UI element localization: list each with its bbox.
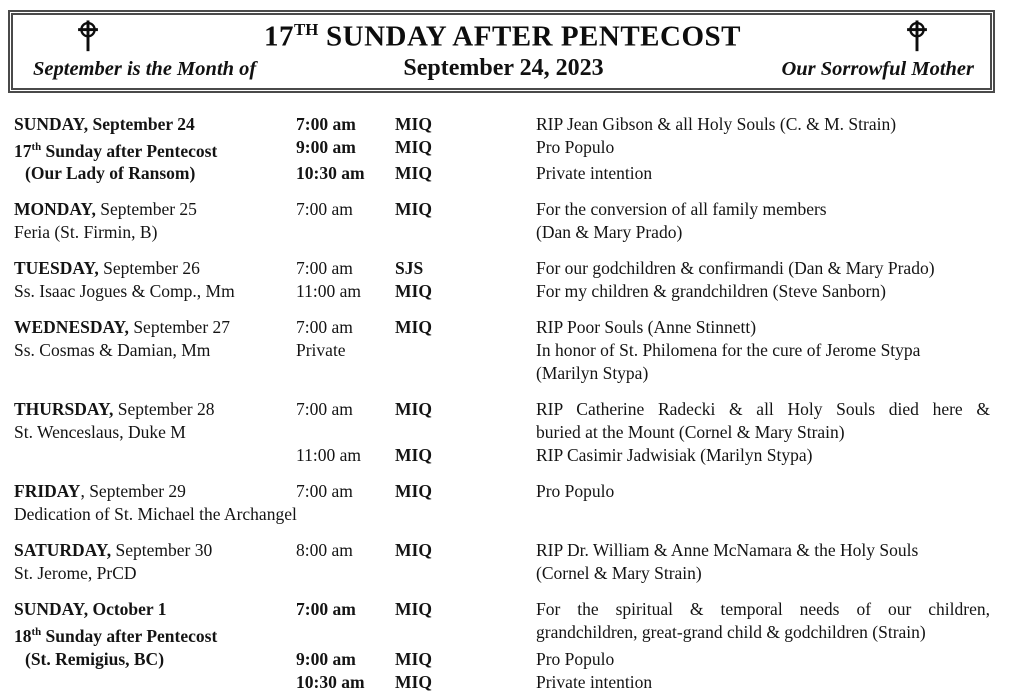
day-text: St. Jerome, PrCD bbox=[14, 563, 137, 584]
location-cell bbox=[395, 503, 536, 526]
time-cell bbox=[296, 562, 395, 585]
day-text: FRIDAY bbox=[14, 481, 81, 502]
schedule-row bbox=[14, 257, 990, 280]
intention-cell: (Marilyn Stypa) bbox=[536, 363, 649, 384]
schedule-row bbox=[14, 398, 990, 421]
day-cell bbox=[14, 598, 296, 621]
intention-cell: RIP Jean Gibson & all Holy Souls (C. & M. Strain) bbox=[536, 113, 897, 134]
time-cell bbox=[296, 621, 395, 648]
day-text: September 25 bbox=[95, 199, 197, 220]
intention-cell: RIP Dr. William & Anne McNamara & the Holy Souls bbox=[536, 540, 919, 561]
intention-cell: For the conversion of all family members bbox=[536, 199, 827, 220]
celtic-cross-icon-right bbox=[906, 20, 928, 53]
day-cell bbox=[14, 280, 296, 303]
schedule-row bbox=[14, 648, 990, 671]
day-text: SUNDAY, October 1 bbox=[14, 599, 167, 620]
time-cell bbox=[296, 362, 395, 385]
schedule-row bbox=[14, 503, 990, 526]
intention-cell: grandchildren, great-grand child & godchildren (Strain) bbox=[536, 622, 926, 643]
day-cell bbox=[14, 480, 296, 503]
location-cell bbox=[395, 339, 536, 362]
day-block-friday-september-29 bbox=[14, 480, 990, 526]
location-cell: MIQ bbox=[395, 136, 432, 157]
day-cell bbox=[14, 621, 296, 648]
intention-cell: Pro Populo bbox=[536, 649, 615, 670]
time-cell: 9:00 am bbox=[296, 649, 356, 670]
location-cell bbox=[395, 621, 536, 648]
schedule-row bbox=[14, 362, 990, 385]
day-text: SUNDAY, September 24 bbox=[14, 113, 195, 134]
schedule-row bbox=[14, 421, 990, 444]
day-cell bbox=[14, 162, 296, 185]
time-cell: 9:00 am bbox=[296, 136, 356, 157]
day-block-monday-september-25 bbox=[14, 198, 990, 244]
day-cell bbox=[14, 221, 296, 244]
day-cell bbox=[14, 421, 296, 444]
schedule-row bbox=[14, 221, 990, 244]
time-cell: 7:00 am bbox=[296, 113, 356, 134]
day-text: MONDAY, bbox=[14, 199, 96, 220]
day-text: 18 bbox=[14, 626, 32, 647]
location-cell: MIQ bbox=[395, 540, 432, 561]
day-cell bbox=[14, 539, 296, 562]
time-cell: 7:00 am bbox=[296, 317, 353, 338]
location-cell bbox=[395, 221, 536, 244]
location-cell bbox=[395, 421, 536, 444]
day-text: TUESDAY, bbox=[14, 258, 99, 279]
title-text: SUNDAY AFTER PENTECOST bbox=[318, 20, 741, 53]
day-text: Sunday after Pentecost bbox=[41, 626, 218, 647]
time-cell: Private bbox=[296, 340, 346, 361]
day-text: (St. Remigius, BC) bbox=[25, 649, 165, 670]
day-text: Sunday after Pentecost bbox=[41, 140, 218, 161]
ordinal-suffix: th bbox=[31, 140, 42, 153]
header-box bbox=[8, 10, 995, 93]
day-block-tuesday-september-26 bbox=[14, 257, 990, 303]
time-cell bbox=[296, 221, 395, 244]
intention-cell: buried at the Mount (Cornel & Mary Strain) bbox=[536, 422, 845, 443]
intention-cell: Pro Populo bbox=[536, 136, 615, 157]
intention-cell: Private intention bbox=[536, 672, 653, 693]
schedule-row bbox=[14, 136, 990, 163]
day-text: September 28 bbox=[113, 399, 215, 420]
month-dedication-prefix: September is the Month of bbox=[33, 57, 257, 80]
schedule-row bbox=[14, 316, 990, 339]
ordinal-suffix: th bbox=[31, 626, 42, 639]
day-cell bbox=[14, 113, 296, 136]
schedule-row bbox=[14, 480, 990, 503]
day-cell bbox=[14, 503, 296, 526]
time-cell: 7:00 am bbox=[296, 199, 353, 220]
location-cell: MIQ bbox=[395, 317, 432, 338]
time-cell: 10:30 am bbox=[296, 163, 365, 184]
schedule-row bbox=[14, 539, 990, 562]
intention-cell: (Dan & Mary Prado) bbox=[536, 222, 683, 243]
intention-cell: Private intention bbox=[536, 163, 653, 184]
time-cell bbox=[296, 503, 395, 526]
intention-cell: RIP Poor Souls (Anne Stinnett) bbox=[536, 317, 757, 338]
day-text: September 27 bbox=[128, 317, 231, 338]
day-cell bbox=[14, 398, 296, 421]
day-cell bbox=[14, 362, 296, 385]
day-text: SATURDAY, bbox=[14, 540, 112, 561]
schedule-row bbox=[14, 562, 990, 585]
title-number: 17 bbox=[264, 20, 294, 53]
location-cell: MIQ bbox=[395, 599, 432, 620]
time-cell: 7:00 am bbox=[296, 399, 353, 420]
time-cell: 7:00 am bbox=[296, 481, 353, 502]
schedule-row bbox=[14, 113, 990, 136]
header-subline bbox=[25, 54, 978, 82]
title-ordinal-suffix: TH bbox=[294, 20, 319, 39]
schedule-row bbox=[14, 444, 990, 467]
location-cell: MIQ bbox=[395, 672, 432, 693]
location-cell: MIQ bbox=[395, 163, 432, 184]
schedule-row bbox=[14, 162, 990, 185]
day-text: Ss. Cosmas & Damian, Mm bbox=[14, 340, 211, 361]
schedule bbox=[14, 113, 990, 695]
month-dedication-title: Our Sorrowful Mother bbox=[781, 57, 974, 80]
day-cell bbox=[14, 136, 296, 163]
schedule-row bbox=[14, 598, 990, 621]
intention-cell: Pro Populo bbox=[536, 481, 615, 502]
day-block-wednesday-september-27 bbox=[14, 316, 990, 385]
time-cell: 10:30 am bbox=[296, 672, 365, 693]
bulletin-date: September 24, 2023 bbox=[403, 54, 604, 81]
intention-cell: For our godchildren & confirmandi (Dan & Mary Prado) bbox=[536, 258, 935, 279]
schedule-row bbox=[14, 198, 990, 221]
location-cell: MIQ bbox=[395, 445, 432, 466]
day-cell bbox=[14, 671, 296, 694]
location-cell bbox=[395, 562, 536, 585]
day-text: September 26 bbox=[98, 258, 200, 279]
intention-cell: RIP Catherine Radecki & all Holy Souls died here & bbox=[536, 399, 990, 420]
time-cell: 11:00 am bbox=[296, 281, 361, 302]
time-cell: 8:00 am bbox=[296, 540, 353, 561]
day-text: Ss. Isaac Jogues & Comp., Mm bbox=[14, 281, 235, 302]
location-cell: MIQ bbox=[395, 281, 432, 302]
day-block-thursday-september-28 bbox=[14, 398, 990, 467]
day-text: Dedication of St. Michael the Archangel bbox=[14, 504, 297, 525]
schedule-row bbox=[14, 671, 990, 694]
schedule-row bbox=[14, 280, 990, 303]
day-cell bbox=[14, 444, 296, 467]
location-cell: MIQ bbox=[395, 481, 432, 502]
schedule-row bbox=[14, 339, 990, 362]
schedule-row bbox=[14, 621, 990, 648]
intention-cell: In honor of St. Philomena for the cure of Jerome Stypa bbox=[536, 340, 921, 361]
day-text: WEDNESDAY, bbox=[14, 317, 129, 338]
day-cell bbox=[14, 648, 296, 671]
location-cell: MIQ bbox=[395, 113, 432, 134]
location-cell: MIQ bbox=[395, 399, 432, 420]
location-cell: SJS bbox=[395, 258, 424, 279]
page-title bbox=[264, 20, 741, 54]
day-block-sunday-october-1 bbox=[14, 598, 990, 694]
location-cell: MIQ bbox=[395, 649, 432, 670]
intention-cell: (Cornel & Mary Strain) bbox=[536, 563, 702, 584]
day-text: (Our Lady of Ransom) bbox=[25, 163, 196, 184]
intention-cell: For my children & grandchildren (Steve Sanborn) bbox=[536, 281, 886, 302]
location-cell bbox=[395, 362, 536, 385]
time-cell bbox=[296, 421, 395, 444]
day-text: September 30 bbox=[111, 540, 213, 561]
time-cell: 7:00 am bbox=[296, 599, 356, 620]
celtic-cross-icon-left bbox=[77, 20, 99, 53]
time-cell: 7:00 am bbox=[296, 258, 353, 279]
day-cell bbox=[14, 339, 296, 362]
time-cell: 11:00 am bbox=[296, 445, 361, 466]
intention-cell: For the spiritual & temporal needs of our children, bbox=[536, 599, 990, 620]
title-row bbox=[25, 19, 978, 54]
day-block-saturday-september-30 bbox=[14, 539, 990, 585]
intention-cell bbox=[536, 503, 990, 526]
day-text: THURSDAY, bbox=[14, 399, 114, 420]
day-cell bbox=[14, 562, 296, 585]
day-text: 17 bbox=[14, 140, 32, 161]
day-cell bbox=[14, 198, 296, 221]
day-block-sunday-september-24 bbox=[14, 113, 990, 186]
location-cell: MIQ bbox=[395, 199, 432, 220]
intention-cell: RIP Casimir Jadwisiak (Marilyn Stypa) bbox=[536, 445, 813, 466]
day-cell bbox=[14, 257, 296, 280]
day-text: , September 29 bbox=[80, 481, 186, 502]
day-text: St. Wenceslaus, Duke M bbox=[14, 422, 186, 443]
day-cell bbox=[14, 316, 296, 339]
day-text: Feria (St. Firmin, B) bbox=[14, 222, 158, 243]
